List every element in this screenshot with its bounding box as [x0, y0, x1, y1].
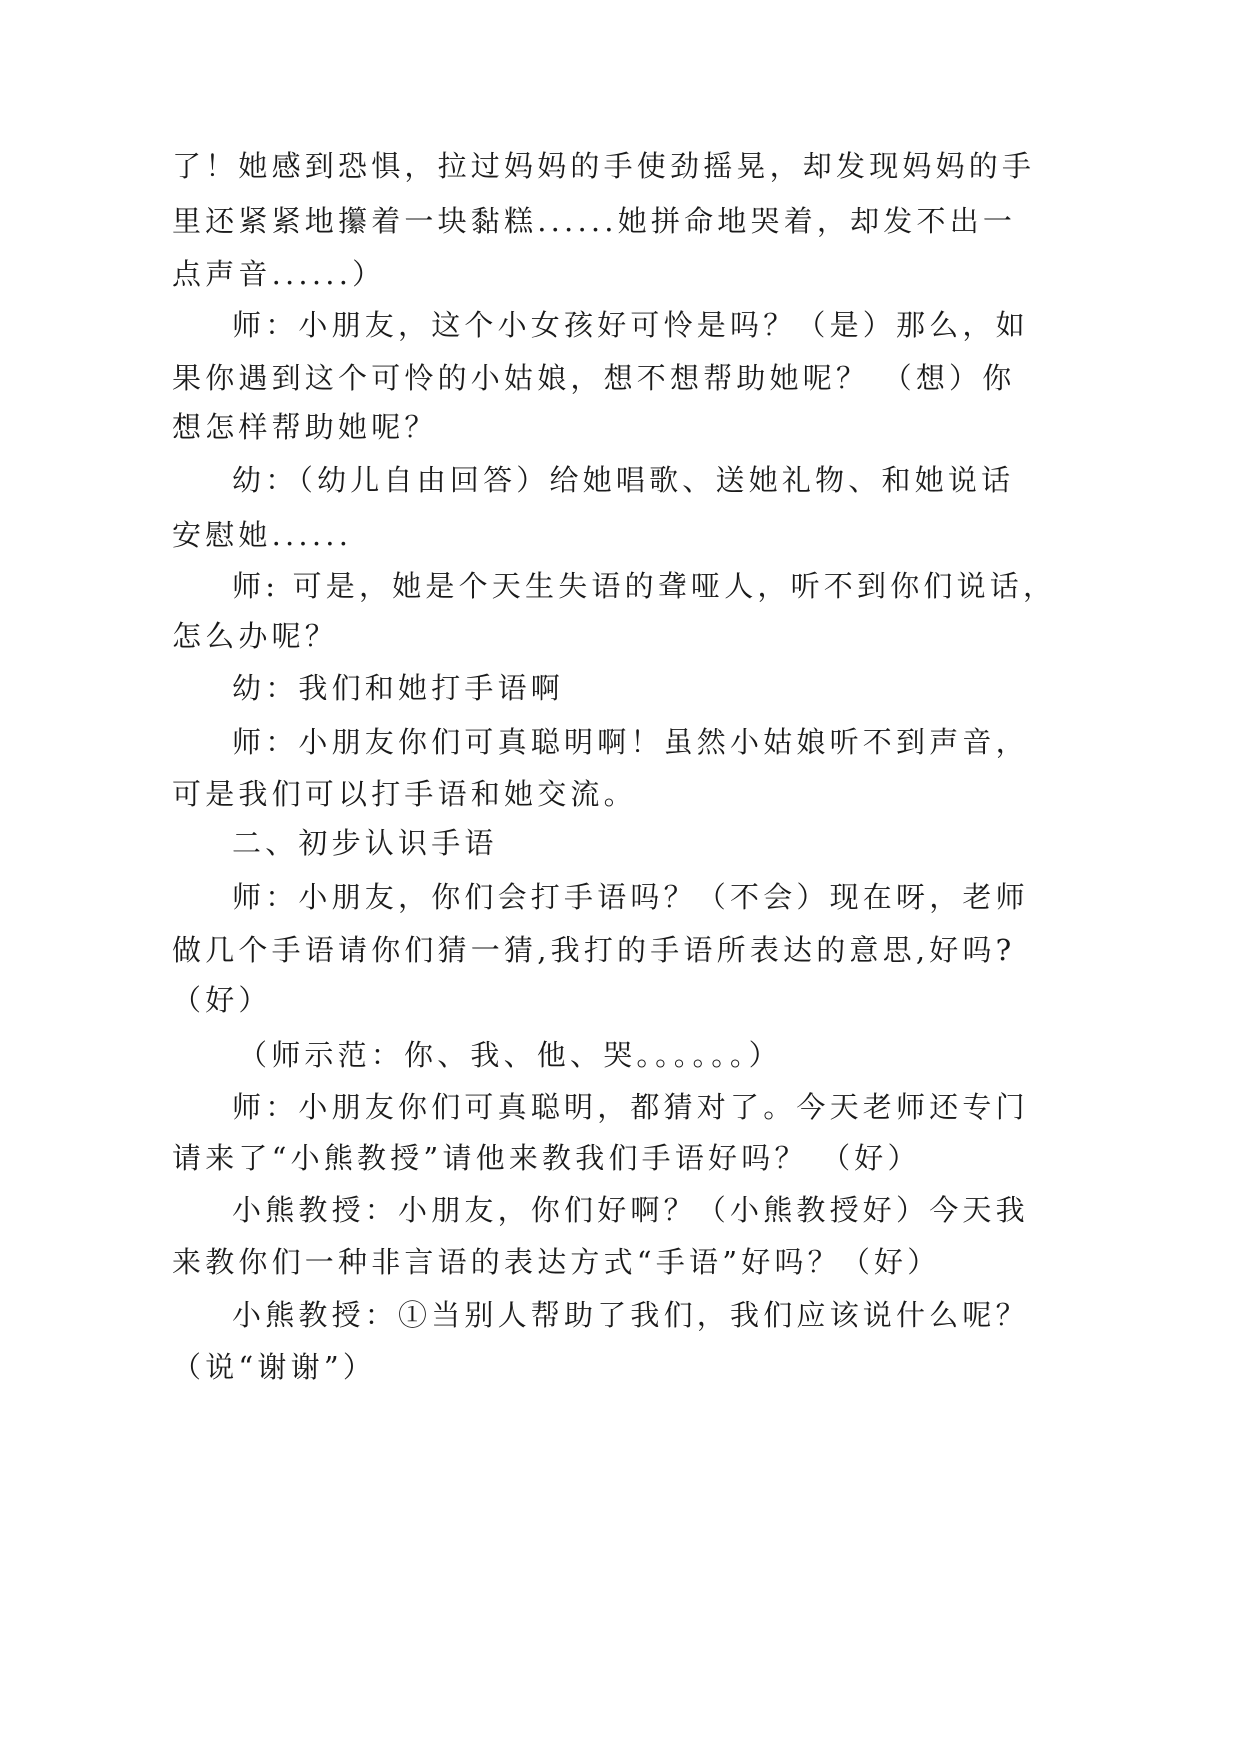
text-line: 点声音......）: [172, 257, 386, 291]
text-line: 师：小朋友，你们会打手语吗？（不会）现在呀，老师: [232, 880, 1029, 914]
text-line: 小熊教授：小朋友，你们好啊？（小熊教授好）今天我: [232, 1193, 1029, 1227]
text-line: 小熊教授：①当别人帮助了我们，我们应该说什么呢？: [232, 1298, 1029, 1332]
text-line: （好）: [172, 983, 272, 1017]
text-line: 可是我们可以打手语和她交流。: [172, 777, 637, 811]
text-line: 幼：（幼儿自由回答）给她唱歌、送她礼物、和她说话: [232, 463, 1015, 497]
text-line: 师：小朋友，这个小女孩好可怜是吗？（是）那么，如: [232, 308, 1029, 342]
text-line: 做几个手语请你们猜一猜,我打的手语所表达的意思,好吗?: [172, 933, 1016, 967]
text-line: 了！她感到恐惧，拉过妈妈的手使劲摇晃，却发现妈妈的手: [172, 149, 1036, 183]
text-line: 请来了“小熊教授”请他来教我们手语好吗？ （好）: [172, 1141, 921, 1175]
text-line: 想怎样帮助她呢？: [172, 410, 438, 444]
text-line: 怎么办呢？: [172, 619, 339, 653]
text-line: 幼：我们和她打手语啊: [232, 671, 565, 705]
section-heading: 二、初步认识手语: [232, 826, 498, 860]
text-line: 安慰她......: [172, 518, 353, 552]
text-line: 师：小朋友你们可真聪明啊！虽然小姑娘听不到声音，: [232, 725, 1029, 759]
text-line: 果你遇到这个可怜的小姑娘，想不想帮助她呢？ （想）你: [172, 361, 1016, 395]
text-line: （说“谢谢”）: [172, 1350, 377, 1384]
text-line: 师：小朋友你们可真聪明，都猜对了。今天老师还专门: [232, 1090, 1029, 1124]
text-line: 来教你们一种非言语的表达方式“手语”好吗？（好）: [172, 1245, 941, 1279]
text-line: 师: 可是，她是个天生失语的聋哑人，听不到你们说话，: [232, 569, 1057, 603]
text-line: （师示范：你、我、他、哭。。。。。。）: [238, 1038, 782, 1072]
text-line: 里还紧紧地攥着一块黏糕......她拼命地哭着，却发不出一: [172, 204, 1017, 238]
